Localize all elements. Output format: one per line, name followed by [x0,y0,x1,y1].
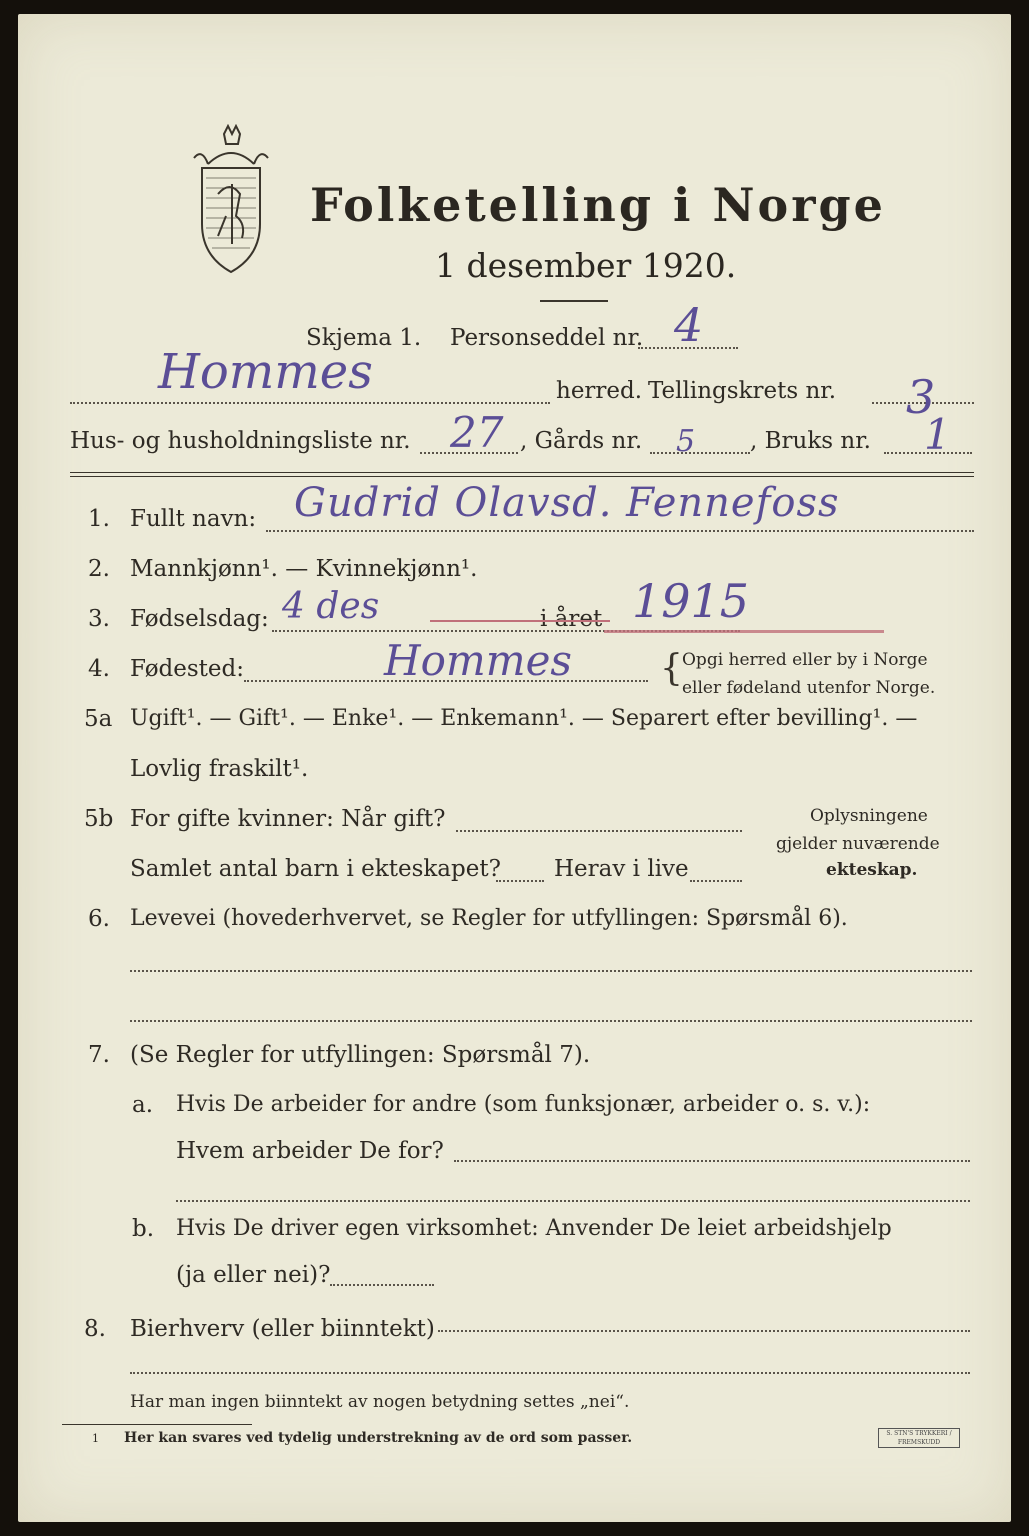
herred-label: herred. [556,378,643,404]
q8-line-2 [130,1372,970,1374]
birthplace-value: Hommes [384,636,572,685]
herred-value: Hommes [158,344,373,400]
full-name-value: Gudrid Olavsd. Fennefoss [294,480,840,526]
q5a-label-2: Lovlig fraskilt¹. [130,756,309,782]
printer-stamp: S. STN'S TRYKKERI / FREMSKUDD [878,1428,960,1448]
q7a-employer-line [454,1160,970,1162]
q5b-children-line [496,880,544,882]
q7a-number: a. [132,1092,154,1118]
q5b-married-line [456,830,742,832]
q5b-alive-line [690,880,742,882]
footnote-divider [62,1424,252,1425]
personseddel-value: 4 [674,298,704,352]
q7-number: 7. [88,1042,110,1068]
q7a-label-2: Hvem arbeider De for? [176,1138,444,1164]
q7b-line [330,1284,434,1286]
household-list-label: Hus- og husholdningsliste nr. [70,428,411,454]
q6-line-2 [130,1020,972,1022]
q3-number: 3. [88,606,110,632]
strike-through-line-2 [604,630,884,633]
q4-number: 4. [88,656,110,682]
q8-label: Bierhverv (eller biinntekt) [130,1316,435,1342]
strike-through-line [430,620,610,622]
q4-note-2: eller fødeland utenfor Norge. [682,678,936,698]
footnote-number: 1 [92,1432,99,1445]
q4-brace: { [660,648,683,689]
bruks-value: 1 [924,410,951,459]
q8-line-1 [438,1330,970,1332]
q1-line [266,530,974,532]
q8-number: 8. [84,1316,106,1342]
footer-note: Har man ingen biinntekt av nogen betydning settes „nei“. [130,1392,630,1412]
herred-line [70,402,550,404]
gaards-value: 5 [676,424,696,459]
q7-label: (Se Regler for utfyllingen: Spørsmål 7). [130,1042,591,1068]
q2-number: 2. [88,556,110,582]
form-title: Folketelling i Norge [310,178,886,232]
q5b-label-3: Herav i live [554,856,689,882]
q5b-note-2: gjelder nuværende [776,834,940,854]
q5a-label-1: Ugift¹. — Gift¹. — Enke¹. — Enkemann¹. — Separert efter bevilling¹. — [130,706,918,731]
q5b-note-1: Oplysningene [810,806,928,826]
gaards-label: , Gårds nr. [520,428,643,454]
tellingskrets-value: 3 [906,370,936,424]
q1-label: Fullt navn: [130,506,257,532]
q5a-number: 5a [84,706,113,732]
q1-number: 1. [88,506,110,532]
q7b-label-1: Hvis De driver egen virksomhet: Anvender De leiet arbeidshjelp [176,1216,892,1241]
q2-label: Mannkjønn¹. — Kvinnekjønn¹. [130,556,478,582]
q7b-label-2: (ja eller nei)? [176,1262,331,1288]
footnote-text: Her kan svares ved tydelig understrekning av de ord som passer. [124,1430,633,1446]
q5b-label-2: Samlet antal barn i ekteskapet? [130,856,501,882]
q5b-label-1: For gifte kvinner: Når gift? [130,806,446,832]
q5b-number: 5b [84,806,114,832]
q7a-label-1: Hvis De arbeider for andre (som funksjonær, arbeider o. s. v.): [176,1092,871,1117]
q6-line-1 [130,970,972,972]
q5b-note-3: ekteskap. [826,860,918,880]
household-list-value: 27 [450,408,504,457]
census-date: 1 desember 1920. [435,246,737,285]
q7b-number: b. [132,1216,155,1242]
birthdate-value: 4 des [282,586,380,627]
q3-year-label: i året [540,606,603,632]
schema-label: Skjema 1. [306,325,422,351]
gaards-line [650,452,750,454]
header-divider-bottom [70,476,974,477]
q3-label: Fødselsdag: [130,606,269,632]
q6-label: Levevei (hovederhvervet, se Regler for utfyllingen: Spørsmål 6). [130,906,848,931]
norwegian-coat-of-arms-icon [188,124,274,276]
bruks-label: , Bruks nr. [750,428,871,454]
tellingskrets-label: Tellingskrets nr. [648,378,837,404]
title-divider [540,300,608,302]
q4-label: Fødested: [130,656,245,682]
q7a-line-2 [176,1200,970,1202]
q4-note-1: Opgi herred eller by i Norge [682,650,928,670]
header-divider-top [70,472,974,473]
birthyear-value: 1915 [632,574,750,628]
personseddel-label: Personseddel nr. [450,325,644,351]
q6-number: 6. [88,906,110,932]
